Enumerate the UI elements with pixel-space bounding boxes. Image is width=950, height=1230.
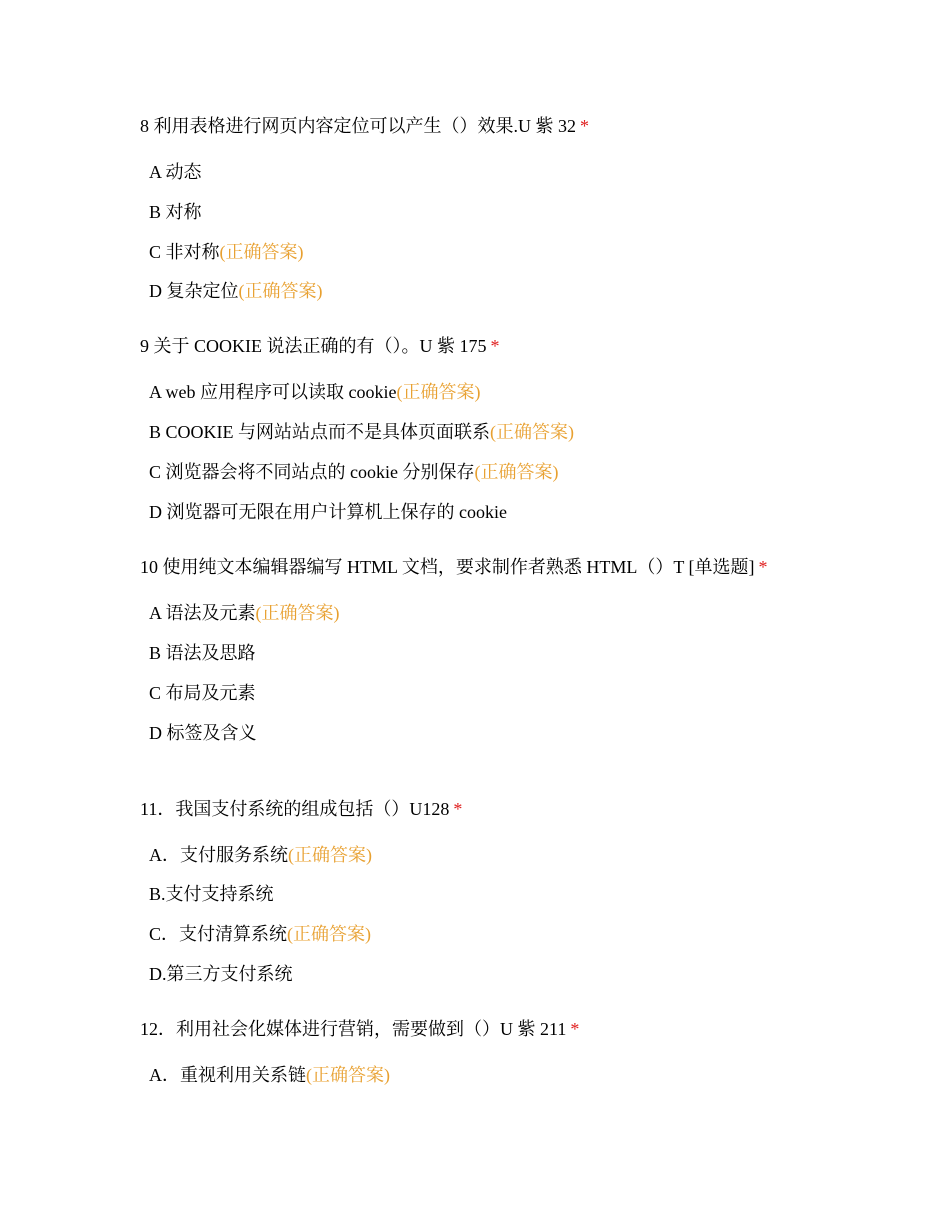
correct-answer-label: (正确答案): [288, 845, 372, 865]
option-text: C 浏览器会将不同站点的 cookie 分别保存: [149, 462, 475, 482]
correct-answer-label: (正确答案): [474, 462, 559, 482]
question-11: [140, 797, 462, 821]
required-marker: *: [570, 1019, 580, 1039]
option-9-b: [149, 420, 574, 444]
correct-answer-label: (正确答案): [306, 1065, 390, 1085]
option-11-d: [149, 962, 293, 986]
option-8-c: [149, 240, 304, 264]
option-9-c: [149, 460, 558, 484]
question-8: [140, 114, 589, 138]
option-8-a: [149, 160, 202, 184]
option-text: A 动态: [149, 162, 202, 182]
option-text: D 复杂定位: [149, 281, 239, 301]
option-8-d: [149, 279, 323, 303]
option-text: B.支付支持系统: [149, 884, 274, 904]
option-text: B 语法及思路: [149, 643, 256, 663]
question-text: 12．利用社会化媒体进行营销，需要做到（）U 紫 211: [140, 1019, 567, 1039]
required-marker: *: [490, 336, 500, 356]
question-text: 11．我国支付系统的组成包括（）U128: [140, 799, 450, 819]
option-10-a: [149, 601, 340, 625]
correct-answer-label: (正确答案): [219, 242, 304, 262]
option-text: C．支付清算系统: [149, 924, 288, 944]
option-text: B 对称: [149, 202, 202, 222]
option-11-b: [149, 882, 274, 906]
correct-answer-label: (正确答案): [396, 382, 481, 402]
option-text: B COOKIE 与网站站点而不是具体页面联系: [149, 422, 490, 442]
option-10-d: [149, 721, 257, 745]
required-marker: *: [453, 799, 463, 819]
option-8-b: [149, 200, 202, 224]
option-text: C 布局及元素: [149, 683, 256, 703]
option-10-c: [149, 681, 256, 705]
option-11-c: [149, 922, 371, 946]
option-text: A web 应用程序可以读取 cookie: [149, 382, 397, 402]
option-text: D 浏览器可无限在用户计算机上保存的 cookie: [149, 502, 507, 522]
option-10-b: [149, 641, 256, 665]
question-10: [140, 555, 767, 579]
question-text: 8 利用表格进行网页内容定位可以产生（）效果.U 紫 32: [140, 116, 576, 136]
option-9-d: [149, 500, 507, 524]
option-text: A．重视利用关系链: [149, 1065, 306, 1085]
option-text: C 非对称: [149, 242, 220, 262]
option-11-a: [149, 843, 372, 867]
required-marker: *: [758, 557, 768, 577]
option-12-a: [149, 1063, 390, 1087]
option-text: A 语法及元素: [149, 603, 256, 623]
question-9: [140, 334, 500, 358]
option-text: D.第三方支付系统: [149, 964, 293, 984]
correct-answer-label: (正确答案): [287, 924, 372, 944]
correct-answer-label: (正确答案): [238, 281, 323, 301]
option-9-a: [149, 380, 480, 404]
option-text: A．支付服务系统: [149, 845, 288, 865]
required-marker: *: [580, 116, 589, 136]
correct-answer-label: (正确答案): [255, 603, 340, 623]
question-text: 9 关于 COOKIE 说法正确的有（）。U 紫 175: [140, 336, 487, 356]
question-12: [140, 1017, 579, 1041]
correct-answer-label: (正确答案): [490, 422, 574, 442]
option-text: D 标签及含义: [149, 723, 257, 743]
question-text: 10 使用纯文本编辑器编写 HTML 文档，要求制作者熟悉 HTML（）T [单选题]: [140, 557, 755, 577]
